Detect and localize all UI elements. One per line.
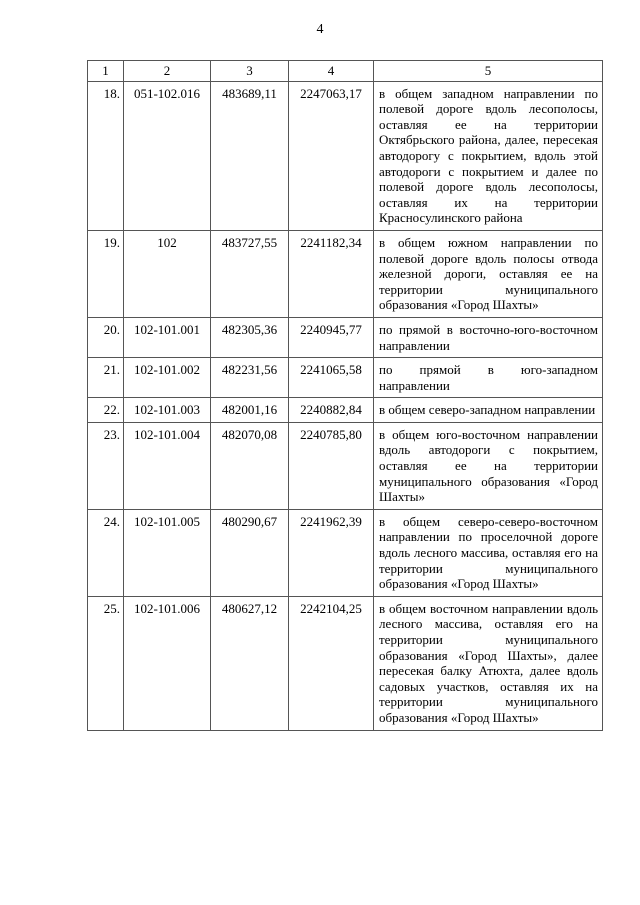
boundary-description: в общем южном направлении по полевой дороге вдоль полосы отвода железной дороги, оставляя ее на территории муниципального образования «Город Шахты» [374,230,603,317]
coordinate-x: 482070,08 [211,422,289,509]
row-number: 22. [88,398,124,423]
coordinate-y: 2240945,77 [289,317,374,357]
coordinate-x: 480290,67 [211,509,289,596]
coordinate-y: 2242104,25 [289,596,374,730]
header-col-1: 1 [88,61,124,82]
point-code: 051-102.016 [124,81,211,230]
table-row [88,509,603,596]
row-number: 18. [88,81,124,230]
header-col-5: 5 [374,61,603,82]
coordinate-x: 483689,11 [211,81,289,230]
coordinate-y: 2240882,84 [289,398,374,423]
boundary-description: в общем юго-восточном направлении вдоль автодороги с покрытием, оставляя ее на территории муниципального образования «Город Шахты» [374,422,603,509]
boundary-description: в общем северо-северо-восточном направлении по проселочной дороге вдоль лесного массива, оставляя его на территории муниципального образования «Город Шахты» [374,509,603,596]
boundary-description: по прямой в восточно-юго-восточном направлении [374,317,603,357]
table-row [88,358,603,398]
point-code: 102-101.002 [124,358,211,398]
coordinate-x: 482305,36 [211,317,289,357]
table-row [88,596,603,730]
coordinate-x: 483727,55 [211,230,289,317]
header-col-2: 2 [124,61,211,82]
table-row [88,230,603,317]
point-code: 102-101.006 [124,596,211,730]
row-number: 23. [88,422,124,509]
table-body [88,81,603,730]
point-code: 102 [124,230,211,317]
table-header [88,61,603,82]
coordinate-y: 2247063,17 [289,81,374,230]
point-code: 102-101.005 [124,509,211,596]
coordinate-y: 2240785,80 [289,422,374,509]
row-number: 19. [88,230,124,317]
boundary-description: в общем северо-западном направлении [374,398,603,423]
coordinate-y: 2241065,58 [289,358,374,398]
coordinate-y: 2241182,34 [289,230,374,317]
row-number: 20. [88,317,124,357]
boundary-description: в общем восточном направлении вдоль лесного массива, оставляя его на территории муниципального образования «Город Шахты», далее пересекая балку Атюхта, далее вдоль садовых участков, оставляя их на территории муниципального образования «Город Шахты» [374,596,603,730]
table-row [88,398,603,423]
coordinate-x: 480627,12 [211,596,289,730]
coordinate-y: 2241962,39 [289,509,374,596]
table-row [88,422,603,509]
header-col-3: 3 [211,61,289,82]
point-code: 102-101.003 [124,398,211,423]
boundary-points-table [87,60,603,731]
coordinate-x: 482001,16 [211,398,289,423]
row-number: 24. [88,509,124,596]
boundary-description: в общем западном направлении по полевой дороге вдоль лесополосы, оставляя ее на территории Октябрьского района, далее, пересекая автодорогу с покрытием, вдоль этой автодороги с покрытием и далее по полевой дороге вдоль лесополосы, оставляя их на территории Красносулинского района [374,81,603,230]
table-row [88,317,603,357]
table-row [88,81,603,230]
page-number: 4 [316,22,324,37]
point-code: 102-101.001 [124,317,211,357]
row-number: 21. [88,358,124,398]
row-number: 25. [88,596,124,730]
boundary-description: по прямой в юго-западном направлении [374,358,603,398]
header-col-4: 4 [289,61,374,82]
point-code: 102-101.004 [124,422,211,509]
header-row [88,61,603,82]
coordinate-x: 482231,56 [211,358,289,398]
